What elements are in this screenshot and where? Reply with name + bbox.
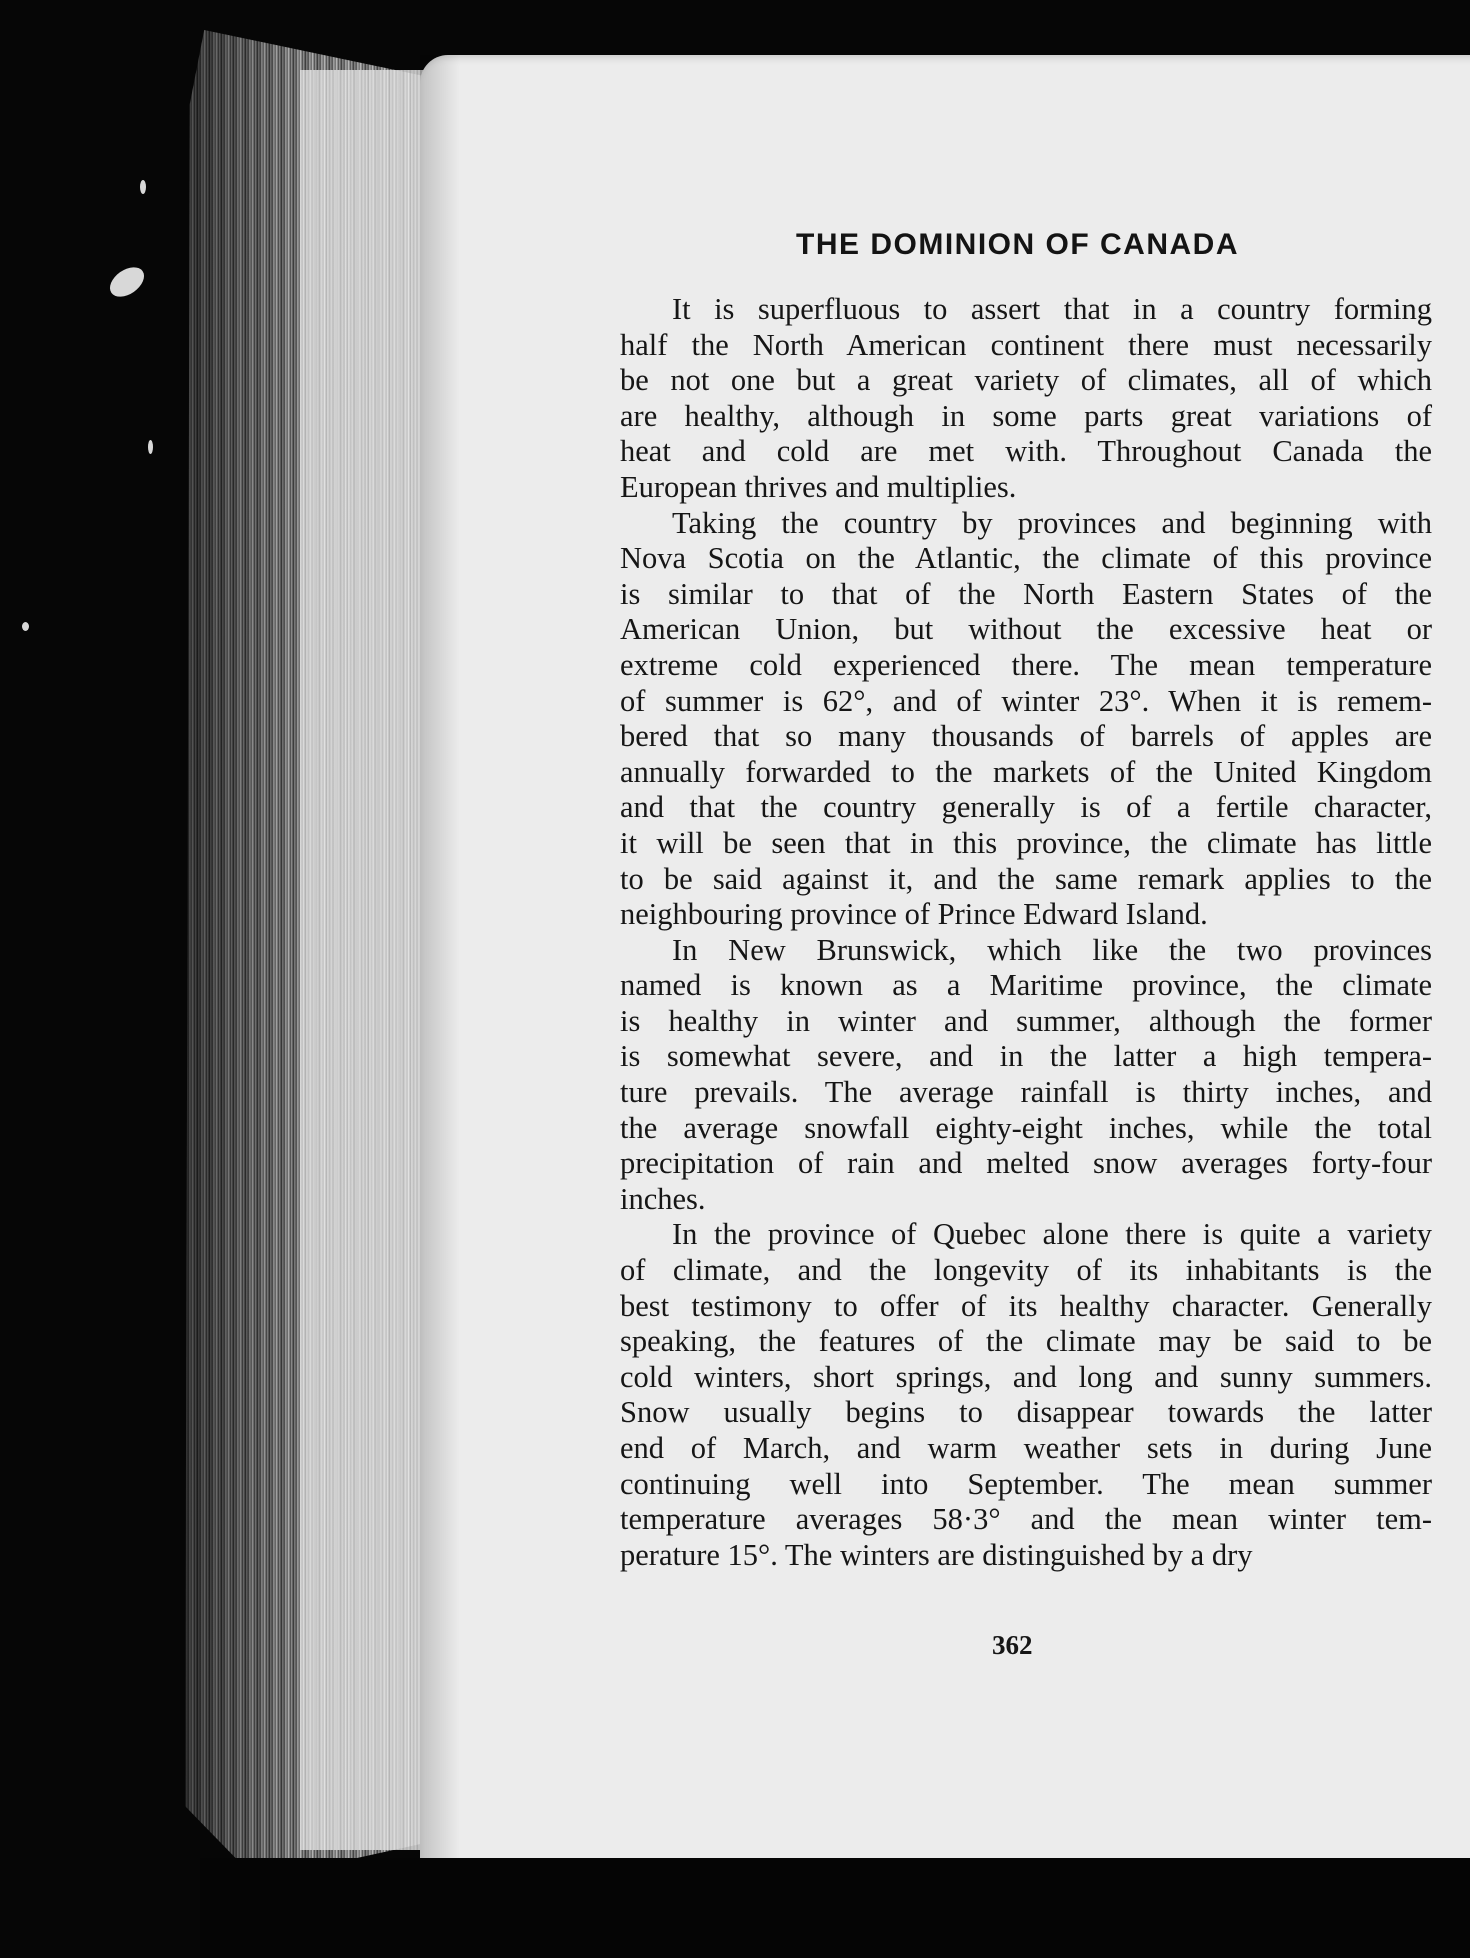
text-line: of climate, and the longevity of its inhabitants is the	[620, 1253, 1432, 1288]
page-gutter-shadow	[420, 55, 460, 1870]
text-line: named is known as a Maritime province, the climate	[620, 968, 1432, 1003]
scan-speck	[22, 622, 29, 631]
paragraph	[620, 933, 1432, 1218]
text-line: In the province of Quebec alone there is quite a variety	[672, 1217, 1432, 1252]
text-line: half the North American continent there must necessarily	[620, 327, 1432, 362]
text-line: are healthy, although in some parts great variations of	[620, 398, 1432, 433]
text-line: Snow usually begins to disappear towards the latter	[620, 1395, 1432, 1430]
text-line: it will be seen that in this province, the climate has little	[620, 825, 1432, 860]
scan-bottom-shadow	[200, 1858, 1470, 1958]
text-line: the average snowfall eighty-eight inches, while the total	[620, 1110, 1432, 1145]
text-line: perature 15°. The winters are distinguished by a dry	[620, 1537, 1253, 1572]
text-line: European thrives and multiplies.	[620, 469, 1017, 504]
text-line: is somewhat severe, and in the latter a high tempera-	[620, 1039, 1432, 1074]
text-line: neighbouring province of Prince Edward Island.	[620, 897, 1208, 932]
text-line: inches.	[620, 1181, 706, 1216]
text-line: extreme cold experienced there. The mean temperature	[620, 647, 1432, 682]
text-line: In New Brunswick, which like the two provinces	[672, 932, 1432, 967]
paragraph	[620, 506, 1432, 933]
text-line: to be said against it, and the same remark applies to the	[620, 861, 1432, 896]
text-line: be not one but a great variety of climates, all of which	[620, 363, 1432, 398]
body-text	[620, 292, 1432, 1573]
text-line: Taking the country by provinces and beginning with	[672, 505, 1432, 540]
text-line: bered that so many thousands of barrels of apples are	[620, 719, 1432, 754]
text-line: speaking, the features of the climate may be said to be	[620, 1324, 1432, 1359]
running-head: THE DOMINION OF CANADA	[796, 228, 1239, 261]
text-line: precipitation of rain and melted snow averages forty-four	[620, 1146, 1432, 1181]
text-line: cold winters, short springs, and long and sunny summers.	[620, 1359, 1432, 1394]
page-number: 362	[992, 1630, 1033, 1660]
text-line: end of March, and warm weather sets in during June	[620, 1431, 1432, 1465]
book-page-edges-highlight	[300, 70, 430, 1850]
text-line: and that the country generally is of a fertile character,	[620, 790, 1432, 825]
text-line: of summer is 62°, and of winter 23°. When it is remem-	[620, 683, 1432, 718]
text-line: American Union, but without the excessive heat or	[620, 612, 1432, 647]
paragraph	[620, 1217, 1432, 1573]
paragraph	[620, 292, 1432, 506]
text-line: annually forwarded to the markets of the United Kingdom	[620, 754, 1432, 789]
text-line: is healthy in winter and summer, although the former	[620, 1003, 1432, 1038]
text-line: ture prevails. The average rainfall is thirty inches, and	[620, 1075, 1432, 1110]
text-line: It is superfluous to assert that in a country forming	[672, 292, 1432, 326]
scan-speck	[105, 261, 150, 302]
text-line: temperature averages 58·3° and the mean winter tem-	[620, 1502, 1432, 1537]
text-line: heat and cold are met with. Throughout Canada the	[620, 434, 1432, 469]
text-line: continuing well into September. The mean summer	[620, 1466, 1432, 1501]
text-line: best testimony to offer of its healthy character. Generally	[620, 1288, 1432, 1323]
scan-speck	[140, 180, 146, 194]
scan-speck	[148, 440, 153, 454]
text-line: is similar to that of the North Eastern States of the	[620, 576, 1432, 611]
text-line: Nova Scotia on the Atlantic, the climate of this province	[620, 541, 1432, 576]
